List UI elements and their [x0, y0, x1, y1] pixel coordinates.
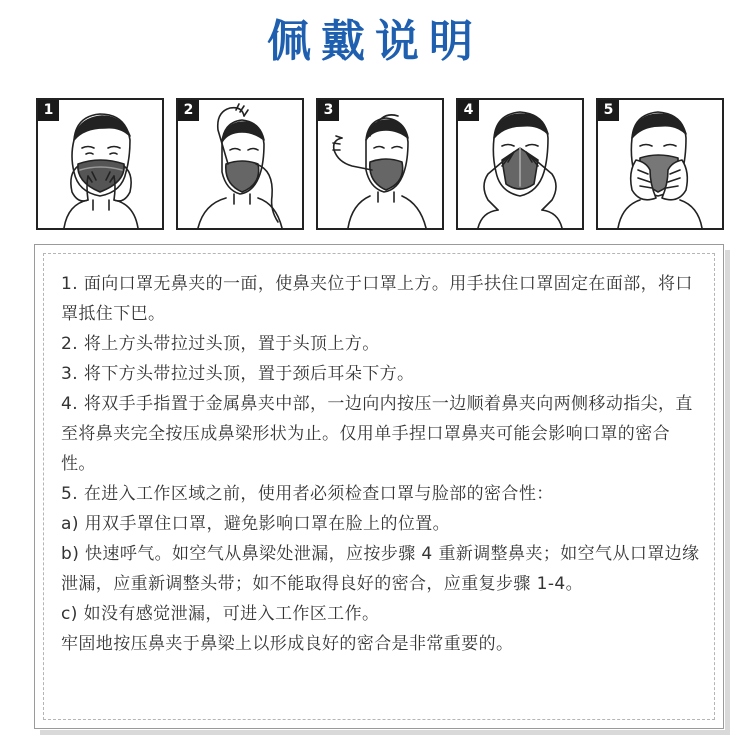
page-title: 佩戴说明 [267, 16, 483, 67]
instructions-panel [34, 244, 724, 729]
step-5-panel [596, 98, 724, 230]
instruction-step-5c: c) 如没有感觉泄漏，可进入工作区工作。 [61, 604, 380, 624]
instruction-step-4: 4. 将双手手指置于金属鼻夹中部，一边向内按压一边顺着鼻夹向两侧移动指尖，直至将鼻夹完全按压成鼻梁形状为止。仅用单手捏口罩鼻夹可能会影响口罩的密合性。 [61, 394, 693, 474]
step-5-number: 5 [598, 100, 619, 121]
step-4-panel [456, 98, 584, 230]
instruction-step-5b: b) 快速呼气。如空气从鼻梁处泄漏，应按步骤 4 重新调整鼻夹；如空气从口罩边缘泄漏，应重新调整头带；如不能取得良好的密合，应重复步骤 1-4。 [61, 544, 700, 594]
instructions-list [61, 269, 701, 659]
step-2-panel [176, 98, 304, 230]
step-3-number: 3 [318, 100, 339, 121]
step-2-number: 2 [178, 100, 199, 121]
instruction-step-2: 2. 将上方头带拉过头顶，置于头顶上方。 [61, 334, 380, 354]
step-4-number: 4 [458, 100, 479, 121]
step-1-number: 1 [38, 100, 59, 121]
step-1-panel [36, 98, 164, 230]
instruction-step-3: 3. 将下方头带拉过头顶，置于颈后耳朵下方。 [61, 364, 415, 384]
instruction-step-5: 5. 在进入工作区域之前，使用者必须检查口罩与脸部的密合性： [61, 484, 554, 504]
instruction-note: 牢固地按压鼻夹于鼻梁上以形成良好的密合是非常重要的。 [61, 634, 514, 654]
step-illustrations [36, 98, 722, 234]
step-3-panel [316, 98, 444, 230]
instruction-step-5a: a) 用双手罩住口罩，避免影响口罩在脸上的位置。 [61, 514, 451, 534]
instruction-step-1: 1. 面向口罩无鼻夹的一面，使鼻夹位于口罩上方。用手扶住口罩固定在面部，将口罩抵住下巴。 [61, 274, 693, 324]
